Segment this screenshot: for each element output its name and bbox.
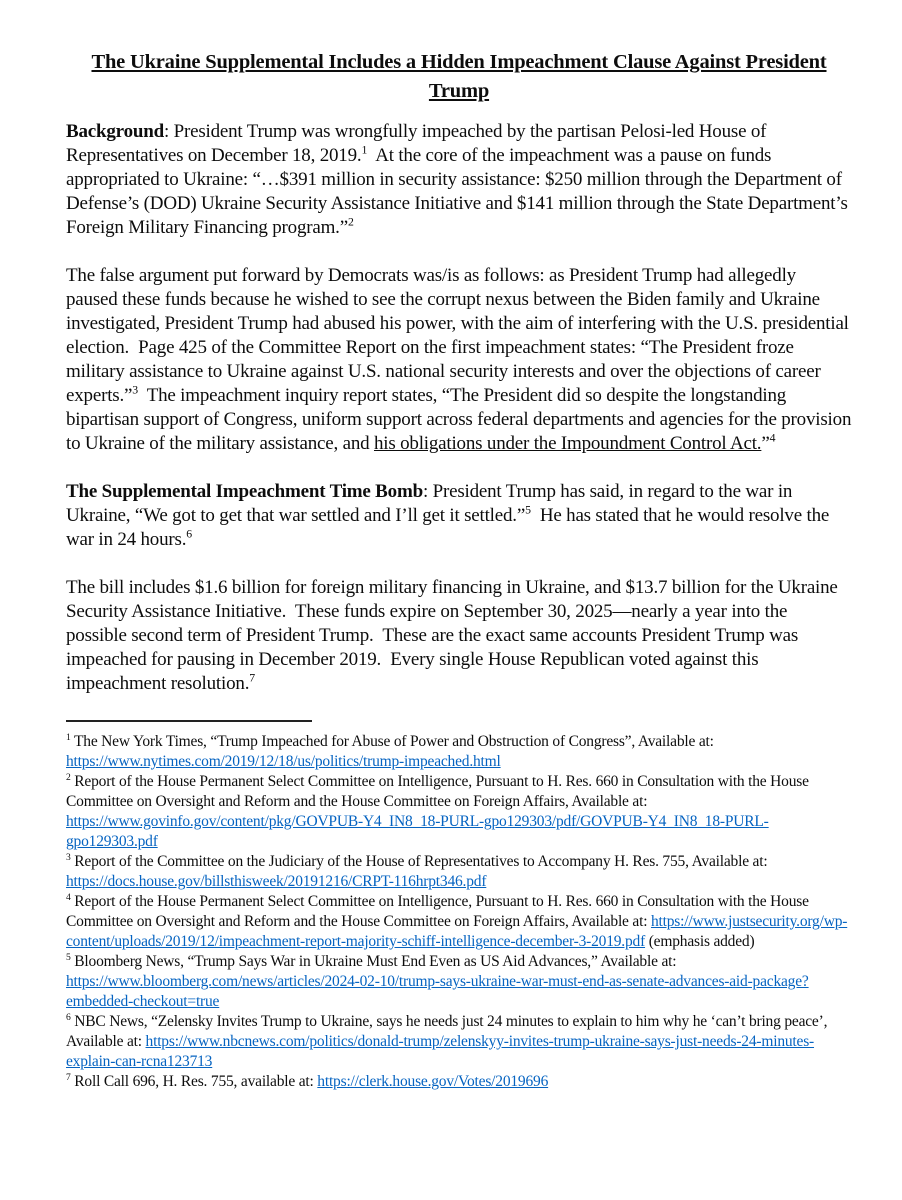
text-run: Background xyxy=(66,121,164,142)
text-run: The false argument put forward by Democrats was/is as follows: as President Trump had allegedly paused these funds because he wished to see the corrupt nexus between the Biden family and Ukraine investigated, President Trump had abused his power, with the aim of interfering with the U.S. presidential election. Page 425 of the Committee Report on the first impeachment states: “The President froze military assistance to Ukraine against U.S. national security interests and over the objections of career experts.” xyxy=(66,265,854,406)
footnote-number: 5 xyxy=(66,951,71,963)
text-run: Report of the Committee on the Judiciary of the House of Representatives to Accompany H. Res. 755, Available at: xyxy=(70,853,772,870)
body-paragraph xyxy=(66,576,852,696)
footnote-item xyxy=(66,1012,852,1072)
footnote-reference: 7 xyxy=(249,671,255,685)
footnote-separator-line xyxy=(66,720,312,722)
footnotes-section xyxy=(66,732,852,1092)
body-paragraph xyxy=(66,264,856,456)
text-run: At the core of the impeachment was a pause on funds appropriated to Ukraine: “…$391 million in security assistance: $250 million through the Department of Defense’s (DOD) Ukraine Security Assistance Initiative and $141 million through the State Department’s Foreign Military Financing program.” xyxy=(66,145,853,238)
body-paragraph xyxy=(66,480,852,552)
footnote-link[interactable]: https://clerk.house.gov/Votes/2019696 xyxy=(317,1073,549,1090)
footnote-item xyxy=(66,732,852,772)
text-run: Report of the House Permanent Select Committee on Intelligence, Pursuant to H. Res. 660 in Consultation with the House Committee on Oversight and Reform and the House Committee on Foreign Affairs, Available at: xyxy=(66,893,813,930)
text-run: The bill includes $1.6 billion for foreign military financing in Ukraine, and $13.7 billion for the Ukraine Security Assistance Initiative. These funds expire on September 30, 2025—nearly a year into the possible second term of President Trump. These are the exact same accounts President Trump was impeached for pausing in December 2019. Every single House Republican voted against this impeachment resolution. xyxy=(66,577,843,694)
text-run: Bloomberg News, “Trump Says War in Ukraine Must End Even as US Aid Advances,” Available at: xyxy=(70,953,681,970)
footnote-reference: 1 xyxy=(361,143,368,157)
text-run: : President Trump was wrongfully impeached by the partisan Pelosi-led House of Representatives on December 18, 2019. xyxy=(66,121,771,166)
footnote-link[interactable]: https://www.nytimes.com/2019/12/18/us/politics/trump-impeached.html xyxy=(66,753,501,770)
footnote-reference: 4 xyxy=(769,431,776,445)
text-run: NBC News, “Zelensky Invites Trump to Ukraine, says he needs just 24 minutes to explain to him why he ‘can’t bring peace’, Available at: xyxy=(66,1013,831,1050)
text-run: (emphasis added) xyxy=(645,933,755,950)
footnote-number: 1 xyxy=(66,731,71,743)
document-content xyxy=(66,48,856,1092)
footnote-item xyxy=(66,1072,852,1092)
body-paragraph xyxy=(66,120,852,240)
title-line-1-text: The Ukraine Supplemental Includes a Hidden Impeachment Clause Against President xyxy=(91,51,827,73)
footnote-reference: 5 xyxy=(525,503,531,517)
footnote-item xyxy=(66,892,852,952)
footnote-number: 3 xyxy=(66,851,71,863)
text-run: ” xyxy=(761,433,770,454)
footnote-item xyxy=(66,952,852,1012)
footnote-link[interactable]: https://www.govinfo.gov/content/pkg/GOVPUB-Y4_IN8_18-PURL-gpo129303/pdf/GOVPUB-Y4_IN8_18-PURL-gpo129303.pdf xyxy=(66,813,769,850)
footnote-link[interactable]: https://www.justsecurity.org/wp-content/uploads/2019/12/impeachment-report-majority-schiff-intelligence-december-3-2019.pdf xyxy=(66,913,848,950)
document-body xyxy=(66,120,856,696)
text-run: his obligations under the Impoundment Control Act. xyxy=(373,433,762,454)
text-run: The Supplemental Impeachment Time Bomb xyxy=(66,481,423,502)
text-run: : President Trump has said, in regard to the war in Ukraine, “We got to get that war settled and I’ll get it settled.” xyxy=(66,481,797,526)
text-run: The New York Times, “Trump Impeached for Abuse of Power and Obstruction of Congress”, Available at: xyxy=(70,733,718,750)
footnote-item xyxy=(66,772,852,852)
text-run: He has stated that he would resolve the war in 24 hours. xyxy=(66,505,834,550)
title-line xyxy=(66,48,852,77)
document-title xyxy=(66,48,852,106)
footnote-link[interactable]: https://docs.house.gov/billsthisweek/20191216/CRPT-116hrpt346.pdf xyxy=(66,873,487,890)
footnote-reference: 3 xyxy=(132,383,138,397)
title-line xyxy=(66,77,852,106)
footnote-number: 7 xyxy=(66,1071,71,1083)
footnote-item xyxy=(66,852,852,892)
footnote-number: 4 xyxy=(66,891,71,903)
footnote-link[interactable]: https://www.bloomberg.com/news/articles/2024-02-10/trump-says-ukraine-war-must-end-as-senate-advances-aid-package?embedded-checkout=true xyxy=(66,973,809,1010)
footnote-number: 2 xyxy=(66,771,71,783)
title-line-2-text: Trump xyxy=(428,80,490,102)
footnote-link[interactable]: https://www.nbcnews.com/politics/donald-trump/zelenskyy-invites-trump-ukraine-says-just-needs-24-minutes-explain-can-rcna123713 xyxy=(66,1033,815,1070)
footnote-number: 6 xyxy=(66,1011,71,1023)
footnote-reference: 6 xyxy=(186,527,192,541)
text-run: Report of the House Permanent Select Committee on Intelligence, Pursuant to H. Res. 660 in Consultation with the House Committee on Oversight and Reform and the House Committee on Foreign Affairs, Available at: xyxy=(66,773,813,810)
text-run: The impeachment inquiry report states, “The President did so despite the longstanding bipartisan support of Congress, uniform support across federal departments and agencies for the provision to Ukraine of the military assistance, and xyxy=(66,385,856,454)
footnote-reference: 2 xyxy=(347,215,354,229)
text-run: Roll Call 696, H. Res. 755, available at: xyxy=(70,1073,318,1090)
